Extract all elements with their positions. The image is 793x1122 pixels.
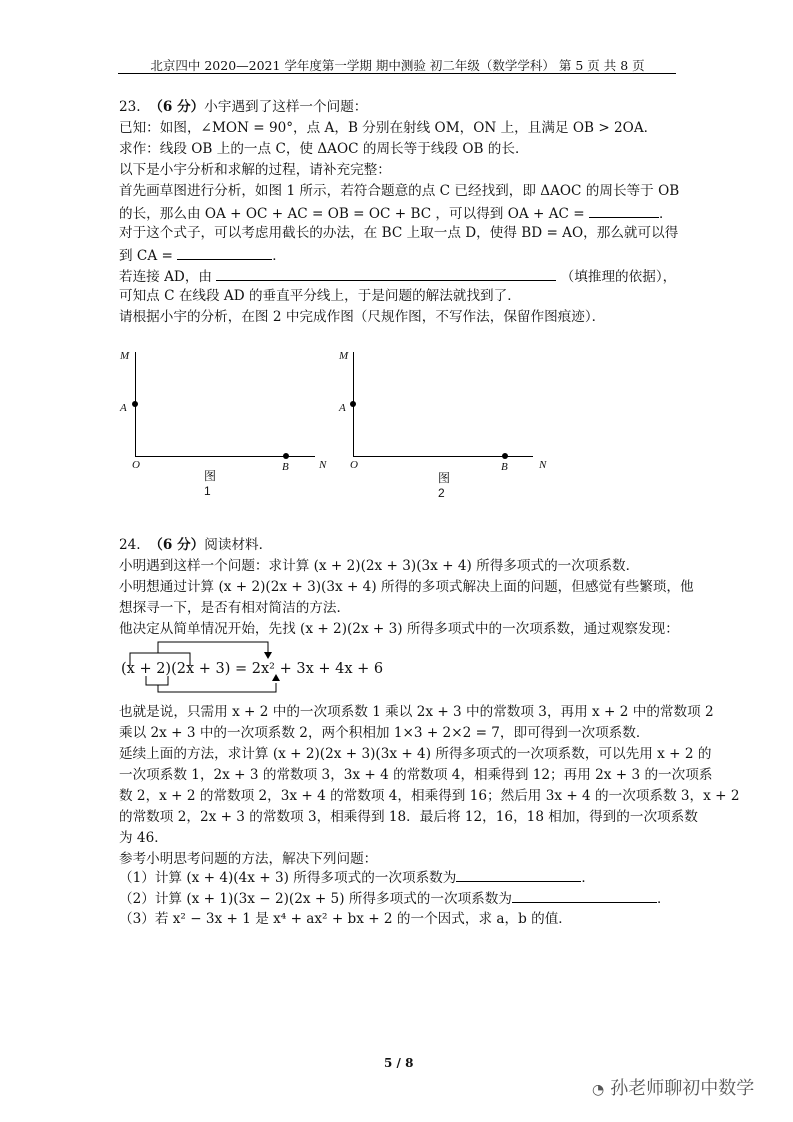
text: 阅读材料． bbox=[204, 537, 273, 553]
q24-line: 也就是说，只需用 x + 2 中的一次项系数 1 乘以 2x + 3 中的常数项 3，再用 x + 2 中的常数项 2 bbox=[119, 704, 714, 720]
answer-blank[interactable] bbox=[456, 867, 581, 882]
watermark bbox=[592, 1074, 754, 1100]
label-n: N bbox=[319, 459, 327, 471]
label-a: A bbox=[339, 402, 346, 414]
text: ． bbox=[272, 248, 286, 264]
question-score: （6 分） bbox=[149, 537, 205, 553]
q23-line: 请根据小宇的分析，在图 2 中完成作图（尺规作图，不写作法，保留作图痕迹）． bbox=[119, 309, 606, 325]
watermark-text: 孙老师聊初中数学 bbox=[610, 1078, 755, 1099]
q24-line: 小明想通过计算 (x + 2)(2x + 3)(3x + 4) 所得的多项式解决上面的问题，但感觉有些繁琐，他 bbox=[119, 579, 694, 595]
label-a: A bbox=[120, 402, 127, 414]
expansion-equation: (x + 2)(2x + 3) = 2x² + 3x + 4x + 6 bbox=[121, 661, 384, 677]
text: （2）计算 (x + 1)(3x − 2)(2x + 5) 所得多项式的一次项系数为 bbox=[119, 891, 512, 907]
q23-line: 以下是小宇分析和求解的过程，请补充完整： bbox=[119, 162, 391, 178]
text: （填推理的依据）， bbox=[560, 269, 677, 285]
q24-line: 一次项系数 1，2x + 3 的常数项 3，3x + 4 的常数项 4，相乘得到 12；再用 2x + 3 的一次项系 bbox=[119, 767, 713, 783]
q24-line: 为 46． bbox=[119, 830, 168, 846]
text: 若连接 AD，由 bbox=[119, 269, 213, 285]
q24-line: 数 2，x + 2 的常数项 2，3x + 4 的常数项 4，相乘得到 16；然后用 3x + 4 的一次项系数 3，x + 2 bbox=[119, 788, 740, 804]
label-m: M bbox=[120, 350, 130, 362]
q24-line: 乘以 2x + 3 中的一次项系数 2，两个积相加 1×3 + 2×2 = 7，即可得到一次项系数． bbox=[119, 725, 650, 741]
q24-line: 参考小明思考问题的方法，解决下列问题： bbox=[119, 851, 378, 867]
question-number: 24. bbox=[119, 537, 141, 553]
q24-line: 他决定从简单情况开始，先找 (x + 2)(2x + 3) 所得多项式中的一次项系数，通过观察发现： bbox=[119, 621, 679, 637]
q24-line: 的常数项 2，2x + 3 的常数项 3，相乘得到 18．最后将 12，16，18 相加，得到的一次项系数 bbox=[119, 809, 698, 825]
text: 小宇遇到了这样一个问题： bbox=[204, 99, 368, 115]
answer-blank[interactable] bbox=[512, 888, 657, 903]
figure-caption: 图1 bbox=[204, 469, 217, 498]
bracket-bottom-outer bbox=[158, 683, 276, 692]
label-b: B bbox=[282, 461, 289, 473]
q24-part-2 bbox=[119, 888, 671, 908]
label-o: O bbox=[132, 459, 140, 471]
page-number: 5 / 8 bbox=[384, 1056, 414, 1070]
figure-caption: 图2 bbox=[438, 471, 451, 500]
question-score: （6 分） bbox=[149, 99, 205, 115]
text: ． bbox=[581, 870, 595, 886]
text: 到 CA = bbox=[119, 248, 173, 264]
q24-line: 想探寻一下，是否有相对简洁的方法． bbox=[119, 600, 351, 616]
page-header: 北京四中 2020—2021 学年度第一学期 期中测验 初二年级（数学学科） 第 5 页 共 8 页 bbox=[150, 58, 645, 73]
q23-line: 可知点 C 在线段 AD 的垂直平分线上，于是问题的解法就找到了． bbox=[119, 288, 521, 304]
q24-part-1 bbox=[119, 867, 595, 887]
q23-line: 对于这个式子，可以考虑用截长的办法，在 BC 上取一点 D，使得 BD = AO，那么就可以得 bbox=[119, 225, 679, 241]
label-o: O bbox=[350, 459, 358, 471]
text: ． bbox=[658, 206, 673, 222]
q24-line: 延续上面的方法，求计算 (x + 2)(2x + 3)(3x + 4) 所得多项式的一次项系数，可以先用 x + 2 的 bbox=[119, 746, 712, 762]
q24-part-3: （3）若 x² − 3x + 1 是 x⁴ + ax² + bx + 2 的一个因式，求 a，b 的值． bbox=[119, 911, 572, 927]
text: ． bbox=[656, 891, 671, 907]
q23-line: 已知：如图，∠MON = 90°，点 A，B 分别在射线 OM，ON 上，且满足 OB > 2OA． bbox=[119, 120, 658, 136]
bracket-top-outer bbox=[158, 642, 268, 653]
label-m: M bbox=[339, 350, 349, 362]
label-n: N bbox=[539, 459, 547, 471]
wechat-icon: ◔ bbox=[592, 1082, 605, 1098]
arrow-down-icon bbox=[264, 652, 272, 659]
text: 的长，那么由 OA + OC + AC = OB = OC + BC ，可以得到 OA + AC = bbox=[119, 206, 585, 222]
q23-line: 首先画草图进行分析，如图 1 所示，若符合题意的点 C 已经找到，即 ΔAOC 的周长等于 OB bbox=[119, 183, 680, 199]
q23-line: 求作：线段 OB 上的一点 C，使 ΔAOC 的周长等于线段 OB 的长． bbox=[119, 141, 529, 157]
label-b: B bbox=[501, 461, 508, 473]
text: （1）计算 (x + 4)(4x + 3) 所得多项式的一次项系数为 bbox=[119, 870, 457, 886]
question-number: 23. bbox=[119, 99, 141, 115]
q24-line: 小明遇到这样一个问题：求计算 (x + 2)(2x + 3)(3x + 4) 所得多项式的一次项系数． bbox=[119, 558, 640, 574]
